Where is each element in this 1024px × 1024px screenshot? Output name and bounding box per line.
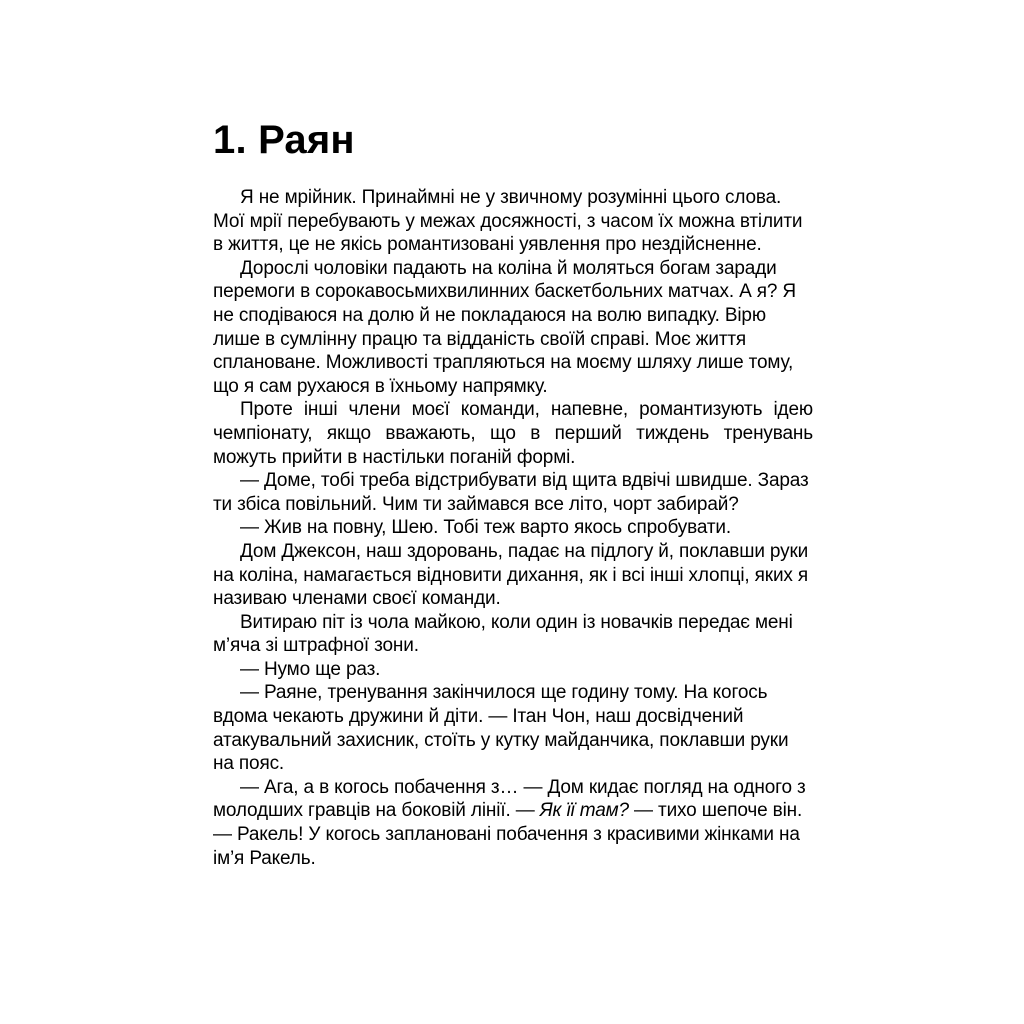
- paragraph: [213, 611, 813, 658]
- text-run: Я не мрійник. Принаймні не у звичному розумінні цього слова. Мої мрії перебувають у межах досяжності, з часом їх можна втілити в життя, це не якісь романтизовані уявлення про нездійсненне.: [213, 187, 803, 256]
- paragraph: [213, 186, 813, 257]
- paragraph: [213, 776, 813, 870]
- text-run: — Доме, тобі треба відстрибувати від щита вдвічі швидше. Зараз ти збіса повільний. Чим ти займався все літо, чорт забирай?: [213, 470, 809, 515]
- page-content: [213, 118, 813, 870]
- paragraph: [213, 257, 813, 399]
- paragraph: [213, 540, 813, 611]
- paragraph: [213, 681, 813, 775]
- text-run: Витираю піт із чола майкою, коли один із новачків передає мені м’яча зі штрафної зони.: [213, 611, 793, 657]
- text-run: — Жив на повну, Шею. Тобі теж варто якось спробувати.: [240, 517, 731, 539]
- paragraph: [213, 469, 813, 516]
- text-run: — Нумо ще раз.: [240, 658, 381, 680]
- text-run: Проте інші члени моєї команди, напевне, романтизують ідею чемпіонату, якщо вважають, що в перший тиждень тренувань можуть прийти в настільки поганій формі.: [213, 399, 813, 468]
- paragraph: [213, 398, 813, 469]
- text-run: Дорослі чоловіки падають на коліна й моляться богам заради перемоги в сорокавосьмихвилинних баскетбольних матчах. А я? Я не сподіваюся на долю й не покладаюся на волю випадку. Вірю лише в сумлінну працю та відданість своїй справі. Моє життя сплановане. Можливості трапляються на моєму шляху лише тому, що я сам рухаюся в їхньому напрямку.: [213, 257, 797, 397]
- text-run: — Раяне, тренування закінчилося ще годину тому. На когось вдома чекають дружини й діти. — Ітан Чон, наш досвідчений атакувальний захисник, стоїть у кутку майданчика, поклавши руки на пояс.: [213, 682, 789, 775]
- italic-text: Як її там?: [539, 800, 629, 822]
- text-run: Дом Джексон, наш здоровань, падає на підлогу й, поклавши руки на коліна, намагається відновити дихання, як і всі інші хлопці, яких я називаю членами своєї команди.: [213, 540, 809, 610]
- paragraphs: [213, 186, 813, 870]
- paragraph: [213, 658, 813, 682]
- text-run: — Ага, а в когось побачення з… — Дом кидає погляд на одного з молодших гравців на боковій лінії. —: [213, 776, 806, 822]
- chapter-title: 1. Раян: [213, 118, 355, 162]
- paragraph: [213, 516, 813, 540]
- text-run: — тихо шепоче він. — Ракель! У когось заплановані побачення з красивими жінками на ім’я Ракель.: [213, 800, 803, 869]
